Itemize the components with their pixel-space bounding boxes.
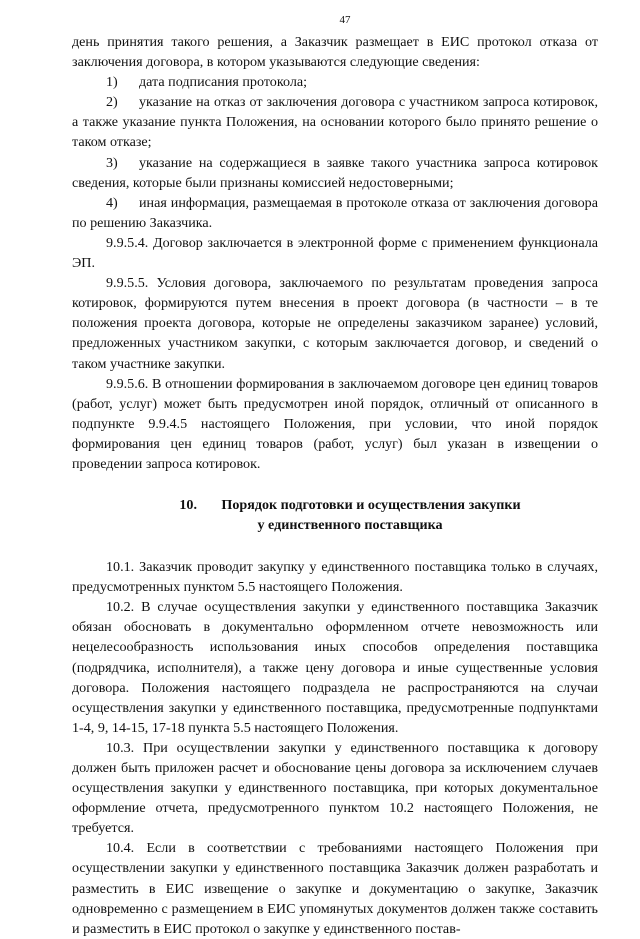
list-item-text: иная информация, размещаемая в протоколе отказа от заключения договора по решению Заказчика. bbox=[72, 194, 598, 231]
list-item-number: 1) bbox=[106, 74, 118, 91]
list-item-number: 3) bbox=[106, 154, 118, 171]
list-item-4 bbox=[72, 193, 598, 233]
section-heading bbox=[72, 495, 598, 535]
list-item-1 bbox=[72, 72, 598, 92]
list-item-text: дата подписания протокола; bbox=[139, 74, 308, 91]
paragraph-10-1: 10.1. Заказчик проводит закупку у единственного поставщика только в случаях, предусмотренных пунктом 5.5 настоящего Положения. bbox=[72, 559, 598, 596]
paragraph-10-2: 10.2. В случае осуществления закупки у единственного поставщика Заказчик обязан обосновать в документально оформленном отчете невозможность или нецелесообразность использования иных способов определения поставщика (подрядчика, исполнителя), а также цену договора и иные существенные условия договора. Положения настоящего подраздела не распространяются на случаи осуществления закупки у единственного поставщика, предусмотренные подпунктами 1-4, 9, 14-15, 17-18 пункта 5.5 настоящего Положения. bbox=[72, 599, 598, 736]
intro-paragraph: день принятия такого решения, а Заказчик размещает в ЕИС протокол отказа от заключения договора, в котором указываются следующие сведения: bbox=[72, 34, 598, 71]
list-item-3 bbox=[72, 153, 598, 193]
paragraph-10-4: 10.4. Если в соответствии с требованиями настоящего Положения при осуществлении закупки у единственного поставщика Заказчик должен разработать и разместить в ЕИС извещение о закупке и документацию о закупке, Заказчик одновременно с размещением в ЕИС упомянутых документов должен также составить и разместить в ЕИС протокол о закупке у единственного постав- bbox=[72, 840, 598, 937]
list-item-number: 2) bbox=[106, 94, 118, 111]
paragraph-10-3: 10.3. При осуществлении закупки у единственного поставщика к договору должен быть приложен расчет и обоснование цены договора за исключением случаев осуществления закупки у единственного поставщика, при которых документальное оформление отчета, предусмотренного пунктом 10.2 настоящего Положения, не требуется. bbox=[72, 739, 598, 837]
section-heading-line-1 bbox=[102, 495, 598, 515]
paragraph-9-9-5-6: 9.9.5.6. В отношении формирования в заключаемом договоре цен единиц товаров (работ, услуг) может быть предусмотрен иной порядок, отличный от описанного в подпункте 9.9.4.5 настоящего Положения, при условии, что иной порядок формирования цен единиц товаров (работ, услуг) был указан в извещении о проведении запроса котировок. bbox=[72, 375, 598, 472]
list-item-2 bbox=[72, 92, 598, 152]
document-page bbox=[72, 14, 598, 939]
page-number: 47 bbox=[339, 14, 351, 26]
section-title-line-2: у единственного поставщика bbox=[257, 517, 443, 534]
paragraph-9-9-5-4: 9.9.5.4. Договор заключается в электронной форме с применением функционала ЭП. bbox=[72, 234, 598, 272]
list-item-number: 4) bbox=[106, 194, 118, 211]
list-item-text: указание на отказ от заключения договора с участником запроса котировок, а также указание пункта Положения, на основании которого было принято решение о таком отказе; bbox=[72, 94, 598, 151]
list-item-text: указание на содержащиеся в заявке такого участника запроса котировок сведения, которые были признаны комиссией недостоверными; bbox=[72, 154, 598, 191]
section-number: 10. bbox=[179, 497, 197, 514]
paragraph-9-9-5-5: 9.9.5.5. Условия договора, заключаемого по результатам проведения запроса котировок, формируются путем внесения в проект договора (в частности – в те положения проекта договора, которые не определены заказчиком заранее) условий, предложенных участником закупки, с которым заключается договор, и сведений о таком участнике закупки. bbox=[72, 275, 598, 372]
section-title-line-1: Порядок подготовки и осуществления закупки bbox=[221, 497, 521, 514]
